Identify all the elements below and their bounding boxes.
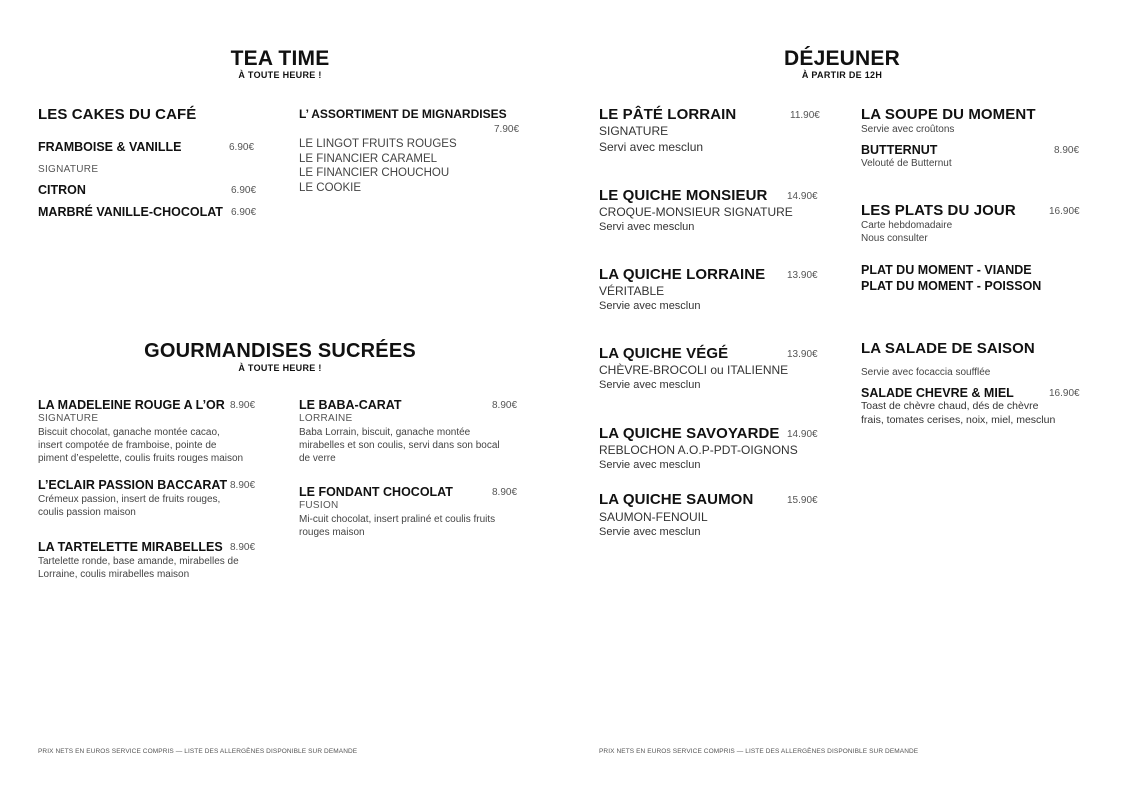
quiche-price: 13.90€ <box>787 270 818 281</box>
cake-price: 6.90€ <box>231 185 257 196</box>
quiche-note: Servie avec mesclun <box>599 300 701 312</box>
desc-line: de verre <box>299 453 336 464</box>
dessert-price: 8.90€ <box>492 487 518 498</box>
cake-price: 6.90€ <box>229 142 255 153</box>
desc-line: Tartelette ronde, base amande, mirabelles de <box>38 556 239 567</box>
mignardises-price: 7.90€ <box>494 124 520 135</box>
quiche-tag: REBLOCHON A.O.P-PDT-OIGNONS <box>599 443 798 457</box>
dessert-price: 8.90€ <box>230 480 256 491</box>
desc-line: coulis passion maison <box>38 507 136 518</box>
plat-poisson: PLAT DU MOMENT - POISSON <box>861 279 1042 293</box>
quiche-tag: CROQUE-MONSIEUR SIGNATURE <box>599 205 793 219</box>
soupe-title: LA SOUPE DU MOMENT <box>861 106 1036 123</box>
gourmandises-subtitle: À TOUTE HEURE ! <box>238 363 322 373</box>
gourmandises-title: GOURMANDISES SUCRÉES <box>144 340 416 362</box>
dessert-tag: FUSION <box>299 500 339 511</box>
quiche-price: 14.90€ <box>787 191 818 202</box>
soupe-price: 8.90€ <box>1054 145 1080 156</box>
cakes-title: LES CAKES DU CAFÉ <box>38 106 197 123</box>
quiche-note: Servie avec mesclun <box>599 526 701 538</box>
dessert-desc <box>38 426 243 465</box>
desc-line: Toast de chèvre chaud, dés de chèvre <box>861 400 1039 412</box>
desc-line: rouges maison <box>299 527 365 538</box>
plats-title: LES PLATS DU JOUR <box>861 202 1016 219</box>
dessert-desc <box>299 513 495 539</box>
teatime-subtitle: À TOUTE HEURE ! <box>238 70 322 80</box>
dessert-name: LE FONDANT CHOCOLAT <box>299 485 453 499</box>
quiche-note: Servie avec mesclun <box>599 379 701 391</box>
quiche-price: 15.90€ <box>787 495 818 506</box>
list-item: LE COOKIE <box>299 181 361 194</box>
quiche-name: LA QUICHE LORRAINE <box>599 266 766 283</box>
quiche-note: Servi avec mesclun <box>599 140 704 154</box>
dessert-desc <box>299 426 500 465</box>
desc-line: Lorraine, coulis mirabelles maison <box>38 569 190 580</box>
dejeuner-title: DÉJEUNER <box>784 47 900 70</box>
dessert-name: LA MADELEINE ROUGE A L’OR <box>38 398 225 412</box>
footer-note: PRIX NETS EN EUROS SERVICE COMPRIS — LISTE DES ALLERGÈNES DISPONIBLE SUR DEMANDE <box>599 748 919 755</box>
cake-price: 6.90€ <box>231 207 257 218</box>
dessert-tag: LORRAINE <box>299 413 353 424</box>
desc-line: Baba Lorrain, biscuit, ganache montée <box>299 427 471 438</box>
soupe-item: BUTTERNUT <box>861 143 938 157</box>
cake-name: MARBRÉ VANILLE-CHOCOLAT <box>38 205 223 219</box>
list-item: LE LINGOT FRUITS ROUGES <box>299 138 457 150</box>
dessert-price: 8.90€ <box>230 542 256 553</box>
soupe-note: Servie avec croûtons <box>861 124 955 135</box>
mignardises-title: L’ ASSORTIMENT DE MIGNARDISES <box>299 107 507 121</box>
footer-note: PRIX NETS EN EUROS SERVICE COMPRIS — LISTE DES ALLERGÈNES DISPONIBLE SUR DEMANDE <box>38 748 358 755</box>
dessert-name: LE BABA-CARAT <box>299 398 402 412</box>
plats-line1: Carte hebdomadaire <box>861 220 953 231</box>
list-item: LE FINANCIER CARAMEL <box>299 152 438 165</box>
quiche-tag: VÉRITABLE <box>599 284 665 298</box>
plat-viande: PLAT DU MOMENT - VIANDE <box>861 263 1032 277</box>
desc-line: piment d’espelette, coulis fruits rouges maison <box>38 453 244 464</box>
dessert-desc <box>38 493 220 519</box>
desc-line: frais, tomates cerises, noix, miel, mesclun <box>861 413 1056 426</box>
salade-title: LA SALADE DE SAISON <box>861 340 1035 357</box>
salade-price: 16.90€ <box>1049 388 1080 399</box>
soupe-desc: Velouté de Butternut <box>861 158 952 169</box>
quiche-name: LE PÂTÉ LORRAIN <box>599 106 737 123</box>
quiche-name: LA QUICHE SAUMON <box>599 491 754 508</box>
quiche-note: Servi avec mesclun <box>599 221 695 233</box>
salade-note: Servie avec focaccia soufflée <box>861 367 991 378</box>
dessert-name: L’ECLAIR PASSION BACCARAT <box>38 478 228 492</box>
cake-name: FRAMBOISE & VANILLE <box>38 140 182 154</box>
quiche-name: LA QUICHE VÉGÉ <box>599 345 729 362</box>
dessert-price: 8.90€ <box>230 400 256 411</box>
salade-item: SALADE CHEVRE & MIEL <box>861 386 1014 400</box>
dessert-desc <box>38 555 239 581</box>
cake-name: CITRON <box>38 183 86 197</box>
desc-line: insert compotée de framboise, pointe de <box>38 440 217 451</box>
desc-line: Biscuit chocolat, ganache montée cacao, <box>38 427 220 438</box>
quiche-price: 14.90€ <box>787 429 818 440</box>
dessert-price: 8.90€ <box>492 400 518 411</box>
desc-line: mirabelles et son coulis, servi dans son bocal <box>299 440 500 451</box>
list-item: LE FINANCIER CHOUCHOU <box>299 167 450 179</box>
teatime-title: TEA TIME <box>230 47 330 70</box>
dessert-tag: SIGNATURE <box>38 413 99 424</box>
salade-desc <box>861 400 1055 427</box>
quiche-note: Servie avec mesclun <box>599 459 701 471</box>
quiche-tag: SAUMON-FENOUIL <box>599 510 708 524</box>
quiche-price: 13.90€ <box>787 349 818 360</box>
dejeuner-subtitle: À PARTIR DE 12H <box>801 70 883 80</box>
quiche-name: LA QUICHE SAVOYARDE <box>599 425 780 442</box>
plats-price: 16.90€ <box>1049 206 1080 217</box>
cake-note: SIGNATURE <box>38 164 99 175</box>
dessert-name: LA TARTELETTE MIRABELLES <box>38 540 223 554</box>
quiche-price: 11.90€ <box>790 110 820 121</box>
quiche-tag: CHÈVRE-BROCOLI ou ITALIENNE <box>599 363 789 377</box>
mignardises-list <box>299 137 457 195</box>
desc-line: Crémeux passion, insert de fruits rouges, <box>38 494 221 505</box>
plats-line2: Nous consulter <box>861 233 928 244</box>
quiche-tag: SIGNATURE <box>599 124 669 138</box>
desc-line: Mi-cuit chocolat, insert praliné et coulis fruits <box>299 514 496 525</box>
quiche-name: LE QUICHE MONSIEUR <box>599 187 768 204</box>
